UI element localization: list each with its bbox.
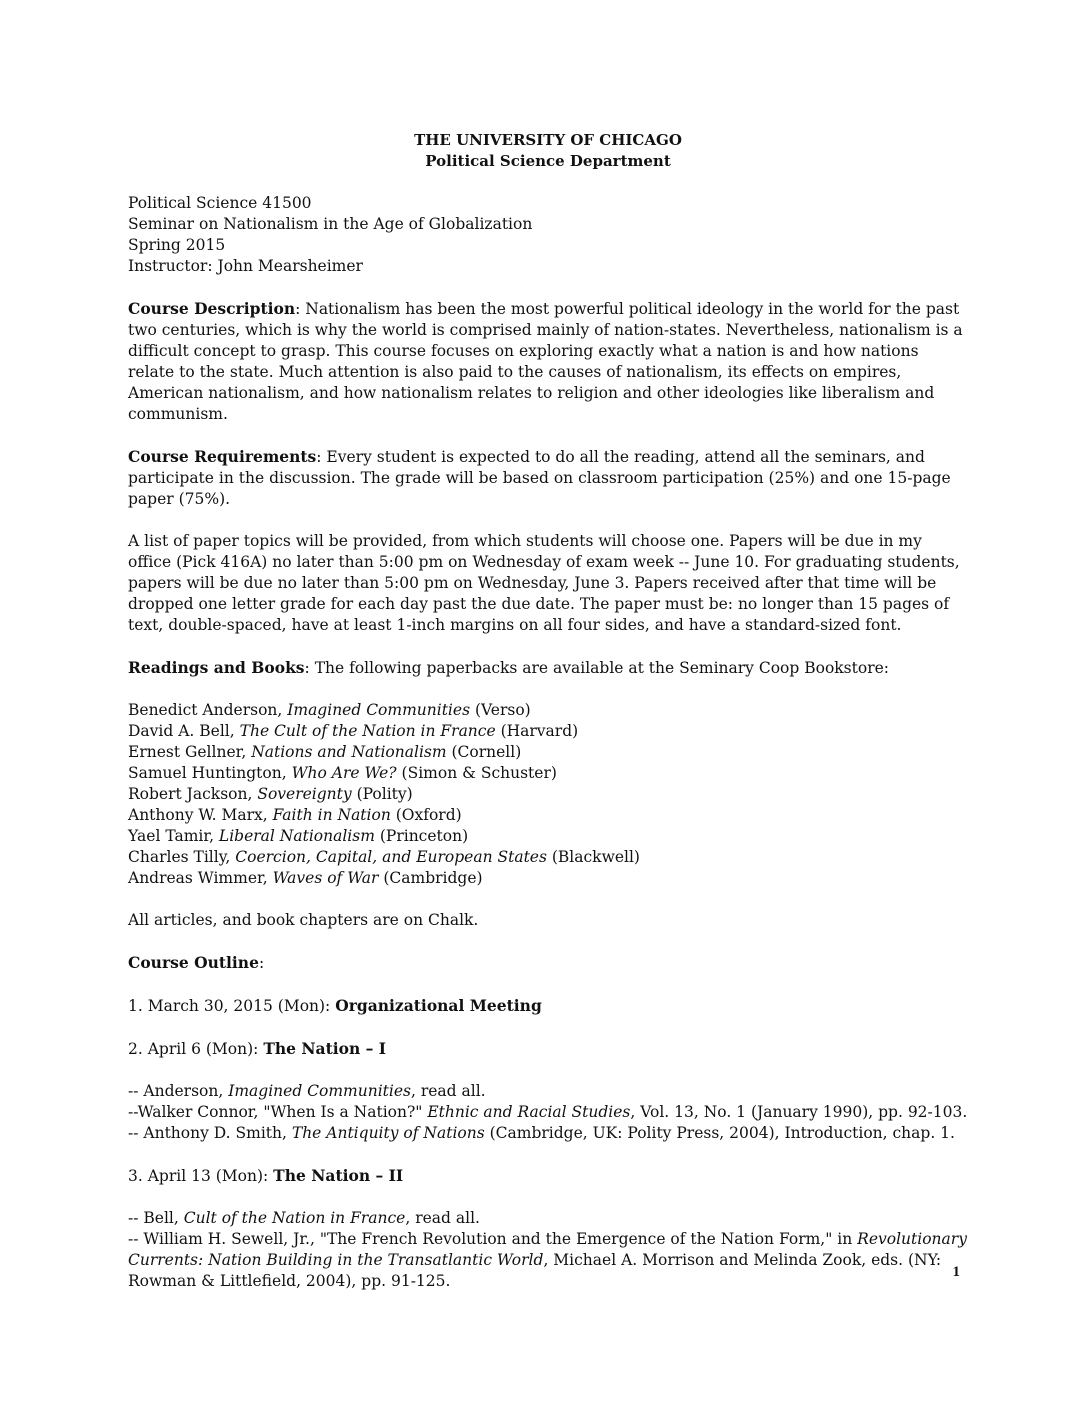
reading-item: -- Anderson, Imagined Communities, read all. — [128, 1082, 486, 1100]
book-item: Samuel Huntington, Who Are We? (Simon & Schuster) — [128, 764, 557, 782]
course-requirements — [128, 446, 968, 510]
course-info — [128, 193, 968, 277]
session-3-title: The Nation – II — [273, 1166, 404, 1185]
readings-label: Readings and Books — [128, 658, 305, 677]
book-item: Robert Jackson, Sovereignty (Polity) — [128, 785, 413, 803]
department-name: Political Science Department — [425, 152, 671, 170]
course-title: Seminar on Nationalism in the Age of Globalization — [128, 215, 533, 233]
book-item: David A. Bell, The Cult of the Nation in France (Harvard) — [128, 722, 579, 740]
session-2: 2. April 6 (Mon): The Nation – I — [128, 1039, 387, 1058]
reading-item: -- Anthony D. Smith, The Antiquity of Nations (Cambridge, UK: Polity Press, 2004), Introduction, chap. 1. — [128, 1124, 955, 1142]
course-outline-heading: Course Outline: — [128, 953, 265, 972]
course-requirements-label: Course Requirements — [128, 447, 317, 466]
course-description-text: : Nationalism has been the most powerful political ideology in the world for the past two centuries, which is why the world is comprised mainly of nation-states. Nevertheless, nationalism is a difficult concept to grasp. This course focuses on exploring exactly what a nation is and how nations relate to the state. Much attention is also paid to the causes of nationalism, its effects on empires, American nationalism, and how nationalism relates to religion and other ideologies like liberalism and communism. — [128, 300, 963, 423]
course-instructor: Instructor: John Mearsheimer — [128, 257, 363, 275]
paper-policy: A list of paper topics will be provided, from which students will choose one. Papers will be due in my office (Pick 416A) no later than 5:00 pm on Wednesday of exam week -- June 10. For graduating students, papers will be due no later than 5:00 pm on Wednesday, June 3. Papers received after that time will be dropped one letter grade for each day past the due date. The paper must be: no longer than 15 pages of text, double-spaced, have at least 1-inch margins on all four sides, and have a standard-sized font. — [128, 532, 960, 634]
session-1: 1. March 30, 2015 (Mon): Organizational Meeting — [128, 996, 542, 1015]
university-name: THE UNIVERSITY OF CHICAGO — [414, 131, 682, 149]
session-1-title: Organizational Meeting — [335, 996, 542, 1015]
course-requirements-text: : Every student is expected to do all the reading, attend all the seminars, and participate in the discussion. The grade will be based on classroom participation (25%) and one 15-page paper (75%). — [128, 448, 951, 508]
readings-heading — [128, 657, 968, 679]
book-item: Yael Tamir, Liberal Nationalism (Princeton) — [128, 827, 469, 845]
chalk-note: All articles, and book chapters are on Chalk. — [128, 911, 479, 929]
document-page — [128, 130, 968, 1292]
book-item: Ernest Gellner, Nations and Nationalism (Cornell) — [128, 743, 522, 761]
course-term: Spring 2015 — [128, 236, 226, 254]
page-number: 1 — [952, 1264, 960, 1280]
reading-item: --Walker Connor, "When Is a Nation?" Ethnic and Racial Studies, Vol. 13, No. 1 (January 1990), pp. 92-103. — [128, 1103, 968, 1121]
session-2-readings — [128, 1081, 968, 1144]
course-description-label: Course Description — [128, 299, 296, 318]
course-description — [128, 298, 968, 425]
document-header — [128, 130, 968, 172]
readings-text: : The following paperbacks are available at the Seminary Coop Bookstore: — [304, 659, 890, 677]
session-2-title: The Nation – I — [263, 1039, 387, 1058]
session-3: 3. April 13 (Mon): The Nation – II — [128, 1166, 404, 1185]
book-item: Anthony W. Marx, Faith in Nation (Oxford) — [128, 806, 462, 824]
reading-item: -- William H. Sewell, Jr., "The French Revolution and the Emergence of the Nation Form," in Revolutionary Currents: Nation Building in the Transatlantic World, Michael A. Morrison and Melinda Zook, eds. (NY: Rowman & Littlefield, 2004), pp. 91-125. — [128, 1230, 967, 1290]
course-number: Political Science 41500 — [128, 194, 312, 212]
course-outline-label: Course Outline — [128, 953, 259, 972]
book-item: Charles Tilly, Coercion, Capital, and European States (Blackwell) — [128, 848, 640, 866]
book-item: Benedict Anderson, Imagined Communities (Verso) — [128, 701, 531, 719]
reading-item: -- Bell, Cult of the Nation in France, read all. — [128, 1209, 480, 1227]
session-3-readings — [128, 1208, 968, 1292]
book-item: Andreas Wimmer, Waves of War (Cambridge) — [128, 869, 483, 887]
book-list — [128, 700, 968, 889]
